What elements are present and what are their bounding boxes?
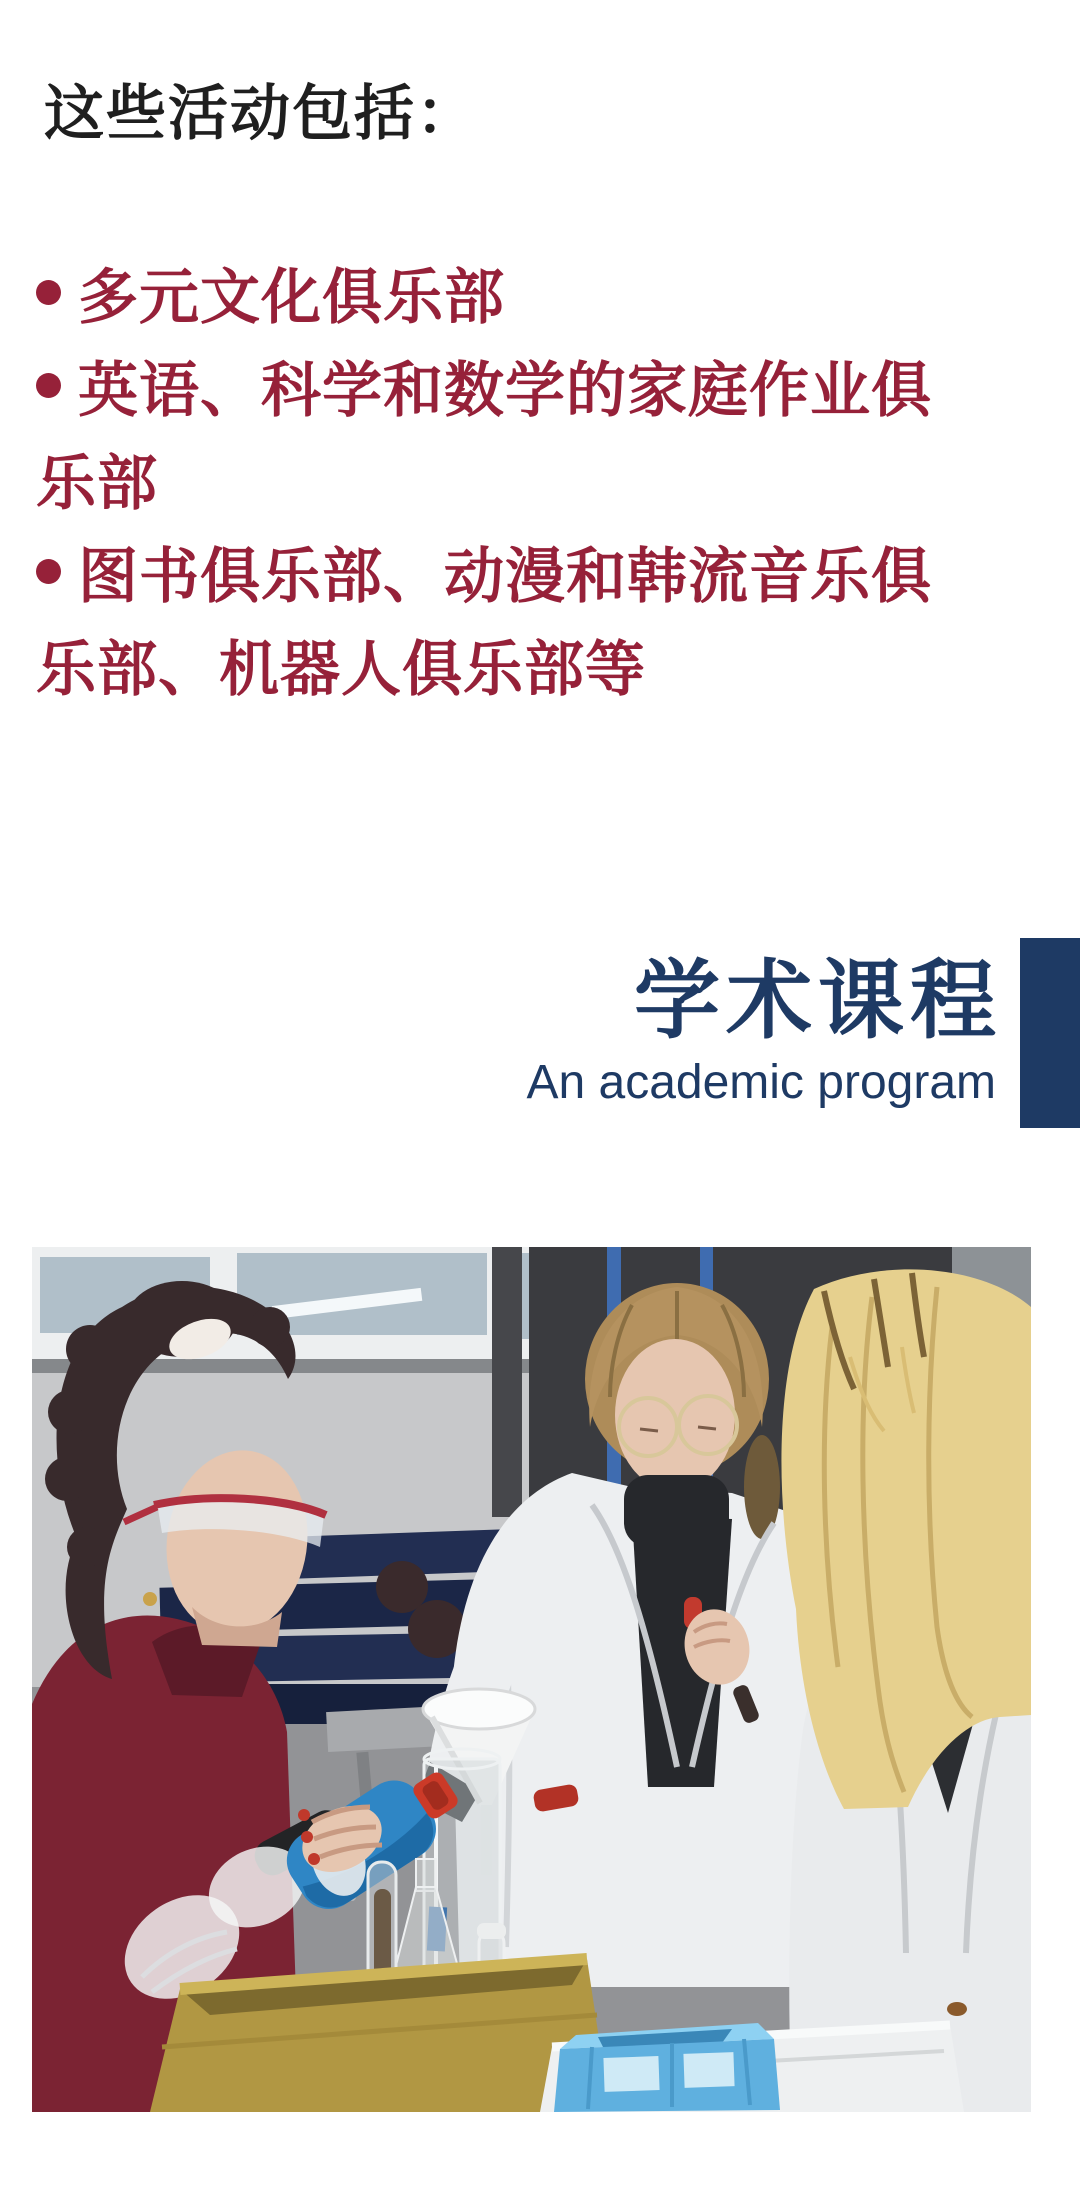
yellow-tub xyxy=(150,1959,610,2112)
activity-text: 乐部 xyxy=(36,449,158,517)
activity-text: 图书俱乐部、动漫和韩流音乐俱 xyxy=(78,542,932,610)
door-frame-column xyxy=(492,1247,522,1517)
bullet-icon xyxy=(36,280,61,305)
person-right xyxy=(781,1269,1031,2112)
activity-line xyxy=(36,339,1046,432)
lab-photo xyxy=(32,1247,1031,2112)
bullet-icon xyxy=(36,559,61,584)
section-heading xyxy=(526,938,1080,1128)
activities-list xyxy=(36,246,1046,711)
section-title-en: An academic program xyxy=(526,1055,996,1109)
coat-stain xyxy=(947,2002,967,2016)
section-accent-bar xyxy=(1020,938,1080,1128)
activity-text: 乐部、机器人俱乐部等 xyxy=(36,635,646,703)
lab-photo-illustration xyxy=(32,1247,1031,2112)
earring xyxy=(143,1592,157,1606)
bullet-icon xyxy=(36,373,61,398)
blue-crate xyxy=(554,2023,780,2112)
activity-line xyxy=(36,246,1046,339)
section-heading-text xyxy=(526,938,1002,1128)
activity-line xyxy=(36,525,1046,618)
activity-text: 英语、科学和数学的家庭作业俱 xyxy=(78,356,932,424)
intro-heading: 这些活动包括： xyxy=(44,80,478,147)
activity-text: 多元文化俱乐部 xyxy=(78,263,505,331)
activity-line xyxy=(36,432,1046,525)
activity-line xyxy=(36,618,1046,711)
section-title-zh: 学术课程 xyxy=(634,953,1002,1050)
